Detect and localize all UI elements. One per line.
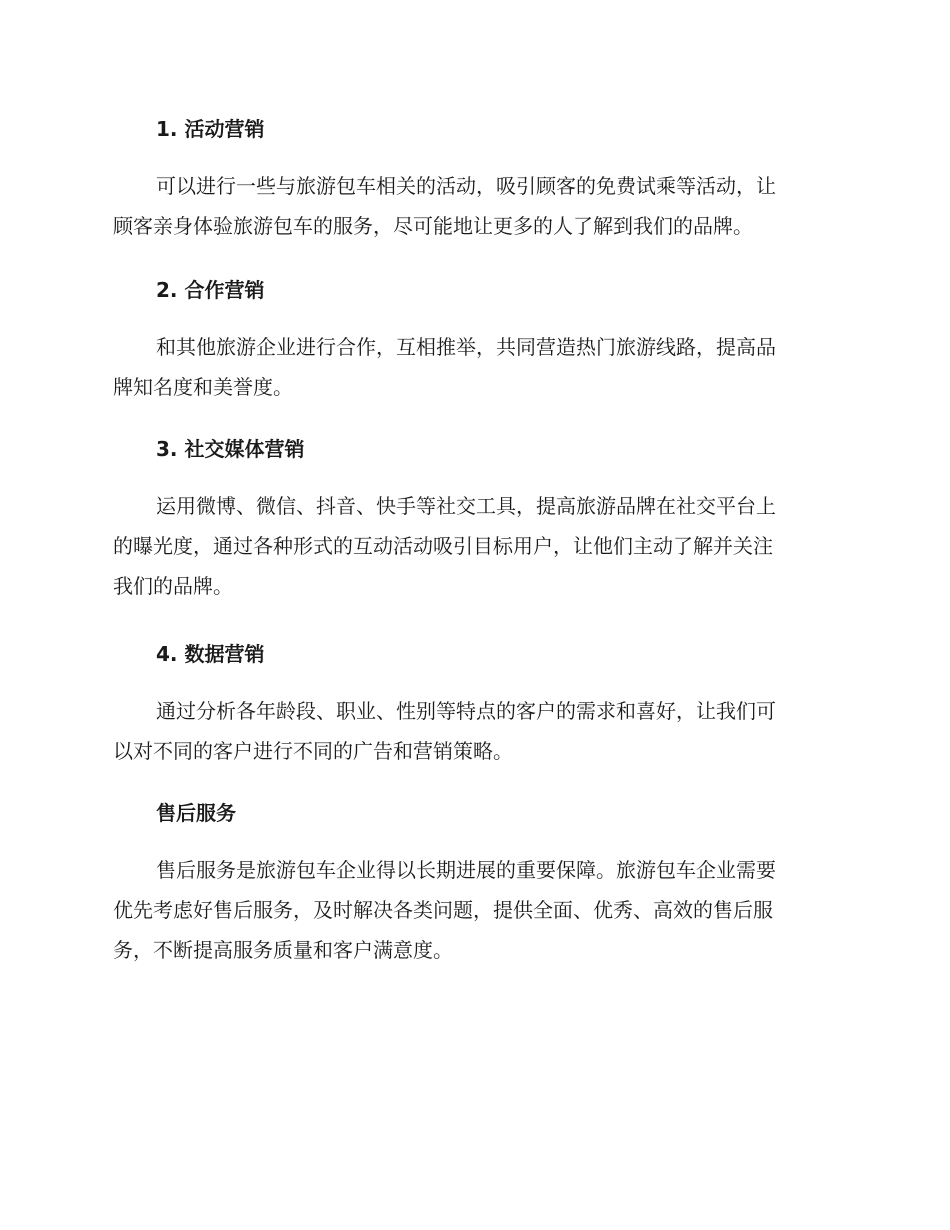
- paragraph-line: 和其他旅游企业进行合作，互相推举，共同营造热门旅游线路，提高品: [156, 335, 776, 359]
- section-paragraph-activity-marketing: [113, 166, 833, 246]
- paragraph-line: 务，不断提高服务质量和客户满意度。: [113, 938, 453, 962]
- paragraph-line: 可以进行一些与旅游包车相关的活动，吸引顾客的免费试乘等活动，让: [156, 174, 776, 198]
- section-heading-activity-marketing: 1. 活动营销: [156, 117, 265, 141]
- paragraph-line: 以对不同的客户进行不同的广告和营销策略。: [113, 739, 513, 763]
- section-heading-data-marketing: 4. 数据营销: [156, 642, 265, 666]
- section-heading-after-sales-service: 售后服务: [156, 801, 236, 825]
- paragraph-line: 牌知名度和美誉度。: [113, 375, 293, 399]
- paragraph-line: 运用微博、微信、抖音、快手等社交工具，提高旅游品牌在社交平台上: [156, 494, 776, 518]
- paragraph-line: 顾客亲身体验旅游包车的服务，尽可能地让更多的人了解到我们的品牌。: [113, 214, 753, 238]
- section-heading-social-media-marketing: 3. 社交媒体营销: [156, 437, 305, 461]
- paragraph-line: 我们的品牌。: [113, 574, 233, 598]
- section-paragraph-cooperation-marketing: [113, 327, 833, 407]
- paragraph-line: 的曝光度，通过各种形式的互动活动吸引目标用户，让他们主动了解并关注: [113, 534, 773, 558]
- paragraph-line: 售后服务是旅游包车企业得以长期进展的重要保障。旅游包车企业需要: [156, 858, 776, 882]
- paragraph-line: 通过分析各年龄段、职业、性别等特点的客户的需求和喜好，让我们可: [156, 699, 776, 723]
- section-paragraph-after-sales-service: [113, 850, 833, 970]
- section-heading-cooperation-marketing: 2. 合作营销: [156, 278, 265, 302]
- section-paragraph-data-marketing: [113, 691, 833, 771]
- section-paragraph-social-media-marketing: [113, 486, 833, 606]
- paragraph-line: 优先考虑好售后服务，及时解决各类问题，提供全面、优秀、高效的售后服: [113, 898, 773, 922]
